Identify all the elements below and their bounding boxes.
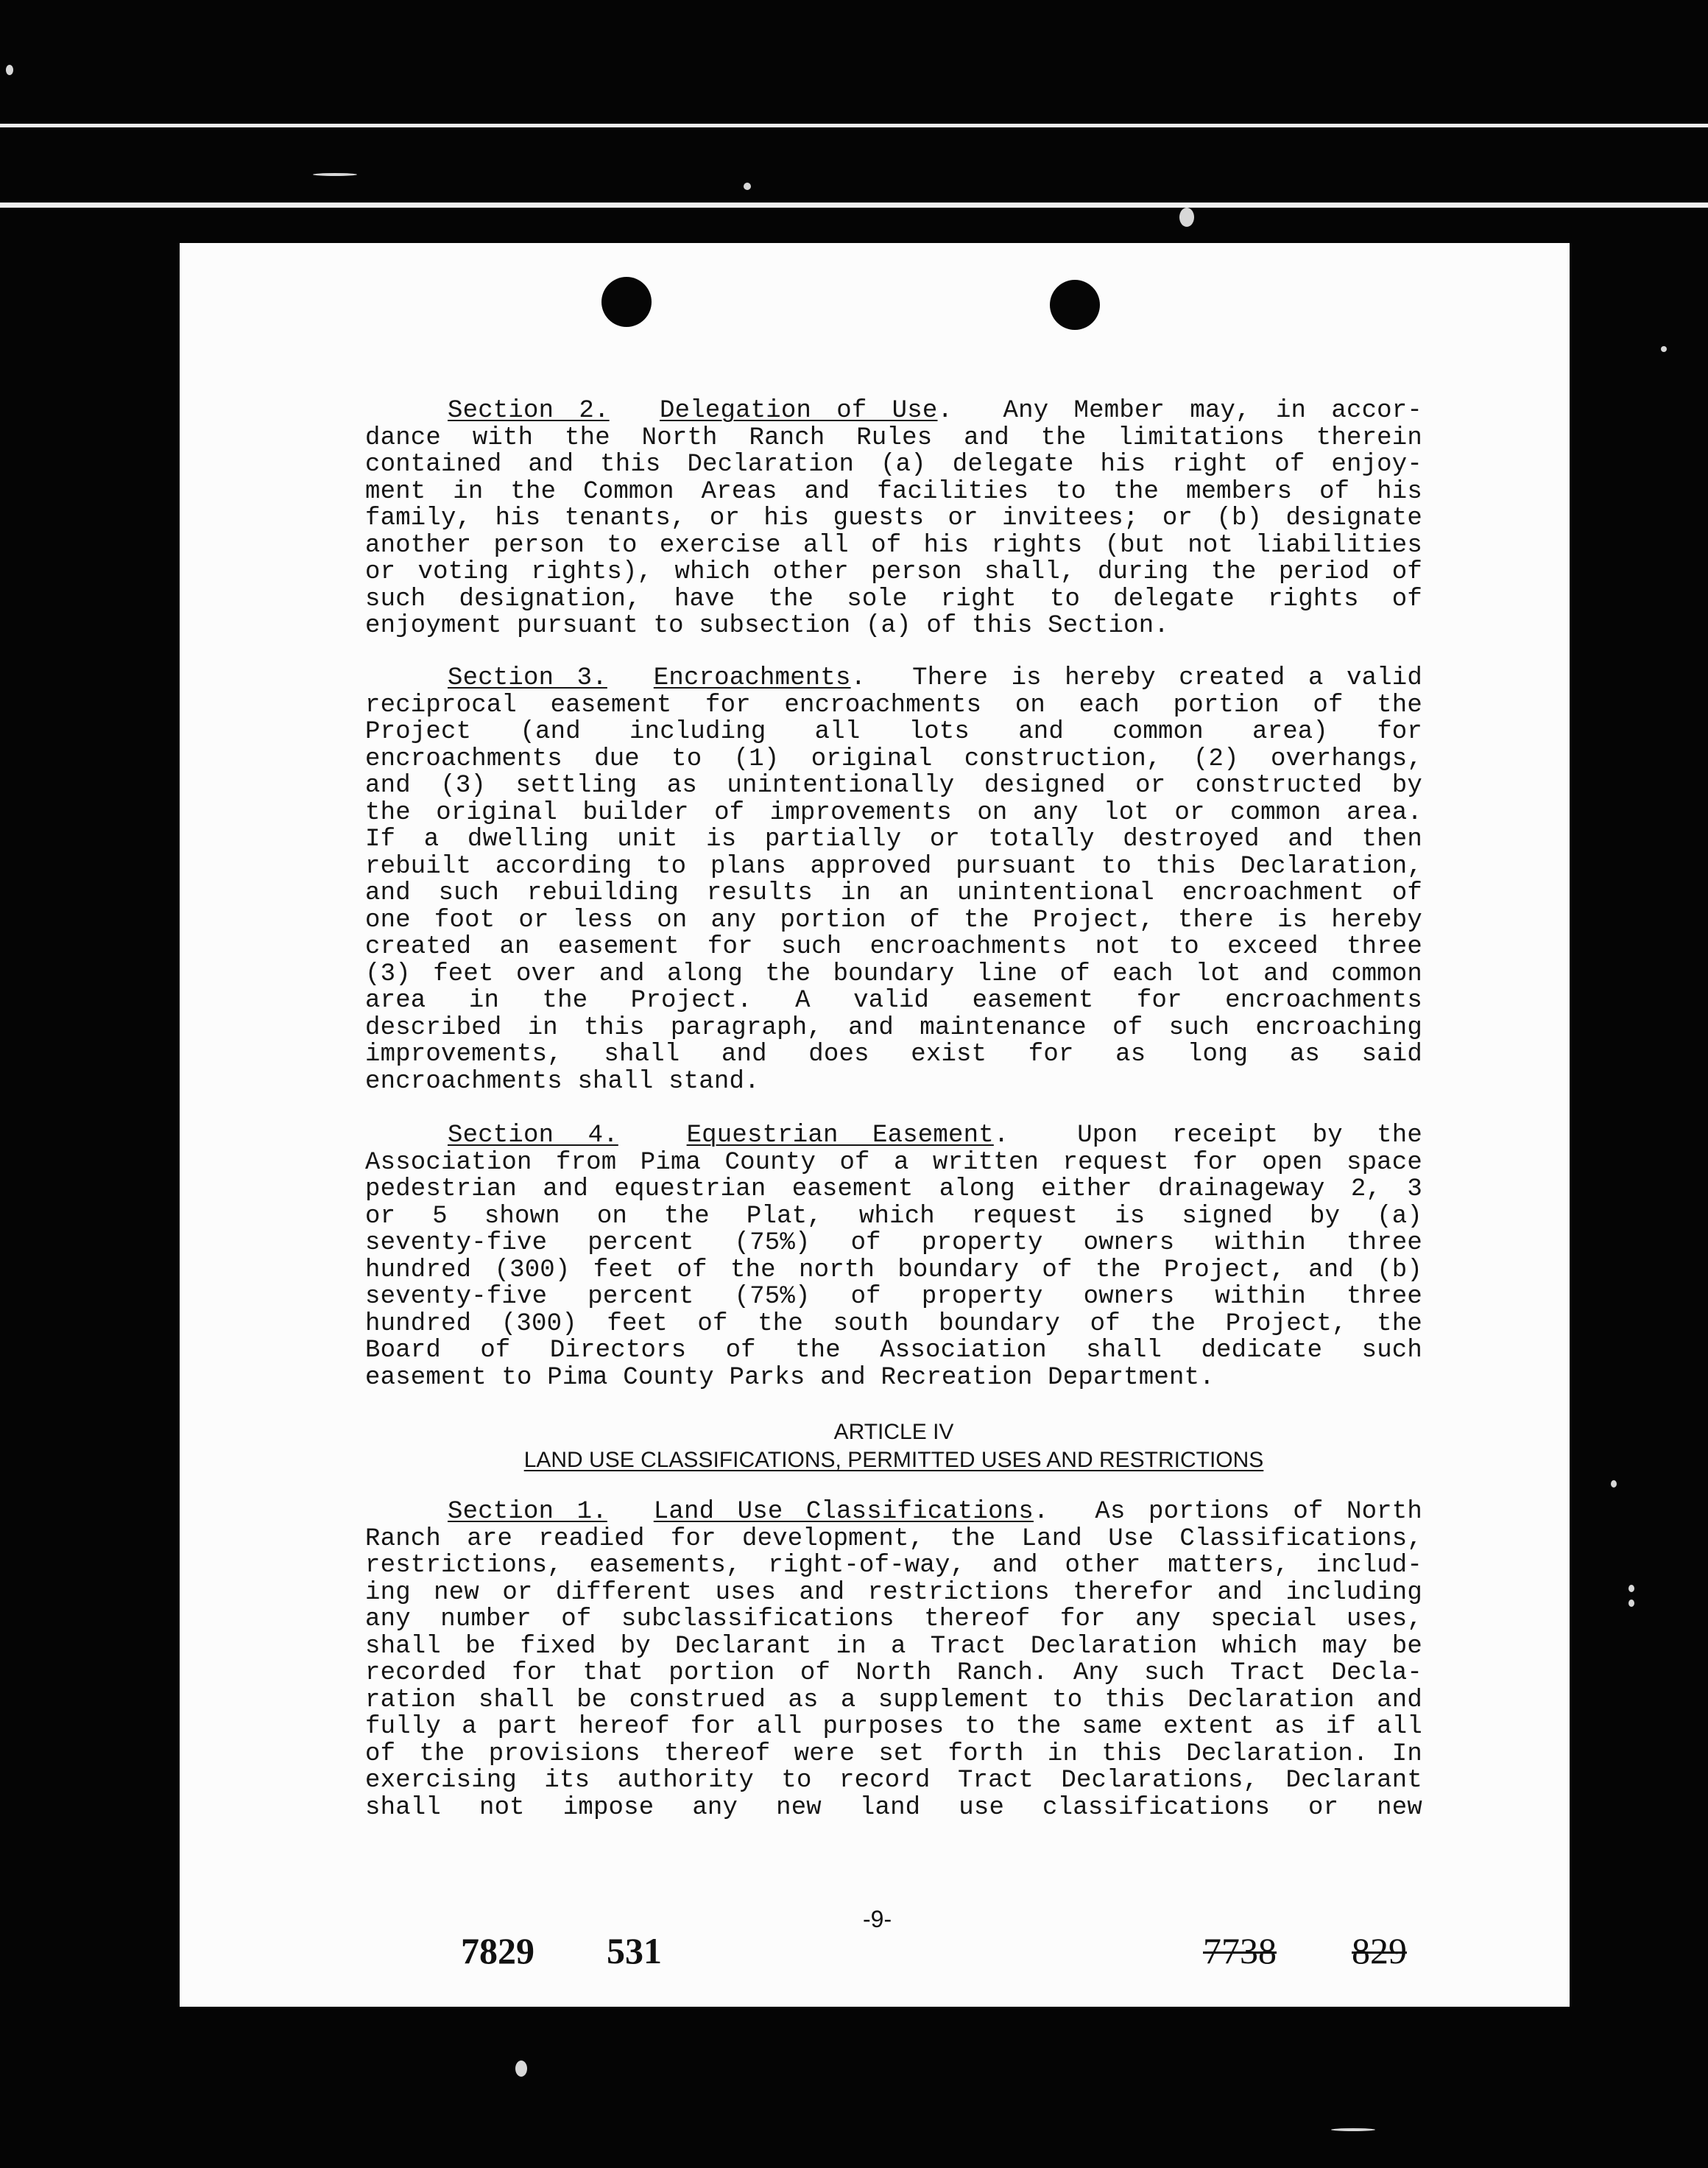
section-4-paragraph	[365, 1122, 1422, 1391]
paragraph-line: and (3) settling as unintentionally designed or constructed by	[365, 772, 1422, 800]
paragraph-line: Section 2. Delegation of Use. Any Member may, in accor-	[448, 397, 1422, 425]
section-3-paragraph	[365, 665, 1422, 1095]
scan-speck	[1628, 1585, 1634, 1592]
scan-speck	[744, 183, 751, 190]
paragraph-line: one foot or less on any portion of the Project, there is hereby	[365, 906, 1422, 935]
paragraph-line: Section 1. Land Use Classifications. As portions of North	[448, 1498, 1422, 1526]
paragraph-line: the original builder of improvements on any lot or common area.	[365, 798, 1422, 827]
paragraph-line: any number of subclassifications thereof for any special uses,	[365, 1605, 1422, 1633]
scan-speck	[1611, 1480, 1617, 1488]
section-title: Land Use Classifications	[653, 1498, 1034, 1526]
scan-speck	[313, 173, 357, 176]
paragraph-line: Section 4. Equestrian Easement. Upon receipt by the	[448, 1122, 1422, 1150]
section-title: Encroachments	[653, 664, 851, 692]
superseded-book-number: 7738	[1203, 1930, 1277, 1971]
paragraph-line: restrictions, easements, right-of-way, and other matters, includ-	[365, 1552, 1422, 1580]
paragraph-line: hundred (300) feet of the north boundary of the Project, and (b)	[365, 1256, 1422, 1284]
scan-speck	[1628, 1599, 1634, 1607]
paragraph-line: another person to exercise all of his rights (but not liabilities	[365, 531, 1422, 560]
section-title: Equestrian Easement	[686, 1122, 994, 1150]
paragraph-line: of the provisions thereof were set forth in this Declaration. In	[365, 1739, 1422, 1768]
paragraph-line: seventy-five percent (75%) of property owners within three	[365, 1229, 1422, 1257]
paragraph-line: recorded for that portion of North Ranch. Any such Tract Decla-	[365, 1659, 1422, 1687]
paragraph-line: family, his tenants, or his guests or invitees; or (b) designate	[365, 504, 1422, 532]
article-4-section-1-paragraph	[365, 1499, 1422, 1821]
paragraph-line: area in the Project. A valid easement for encroachments	[365, 987, 1422, 1015]
punch-hole-left	[601, 277, 652, 327]
scan-speck	[1179, 208, 1194, 227]
section-heading: Section 4.	[448, 1122, 618, 1150]
page-number: -9-	[863, 1906, 892, 1932]
paragraph-line: pedestrian and equestrian easement along either drainageway 2, 3	[365, 1175, 1422, 1203]
paragraph-line: easement to Pima County Parks and Recreation Department.	[365, 1363, 1215, 1392]
superseded-page-number: 829	[1352, 1930, 1407, 1971]
paragraph-line: Board of Directors of the Association shall dedicate such	[365, 1337, 1422, 1365]
paragraph-line: described in this paragraph, and maintenance of such encroaching	[365, 1013, 1422, 1042]
scan-speck	[6, 65, 13, 75]
paragraph-line: Section 3. Encroachments. There is hereby created a valid	[448, 664, 1422, 692]
scan-border-line-top	[0, 124, 1708, 127]
paragraph-line: ration shall be construed as a supplement to this Declaration and	[365, 1686, 1422, 1714]
scan-speck	[515, 2060, 527, 2077]
paragraph-line: If a dwelling unit is partially or totally destroyed and then	[365, 826, 1422, 854]
recording-book-number: 7829	[461, 1930, 534, 1971]
paragraph-line: Ranch are readied for development, the Land Use Classifications,	[365, 1524, 1422, 1553]
paragraph-line: Association from Pima County of a written request for open space	[365, 1148, 1422, 1177]
paragraph-line: encroachments shall stand.	[365, 1067, 760, 1096]
paragraph-line: fully a part hereof for all purposes to the same extent as if all	[365, 1713, 1422, 1741]
paragraph-line: created an easement for such encroachments not to exceed three	[365, 933, 1422, 961]
paragraph-line: seventy-five percent (75%) of property owners within three	[365, 1283, 1422, 1311]
paragraph-line: hundred (300) feet of the south boundary of the Project, the	[365, 1309, 1422, 1338]
paragraph-line: improvements, shall and does exist for as long as said	[365, 1041, 1422, 1069]
paragraph-line: contained and this Declaration (a) delegate his right of enjoy-	[365, 451, 1422, 479]
article-title: LAND USE CLASSIFICATIONS, PERMITTED USES AND RESTRICTIONS	[523, 1448, 1264, 1472]
section-heading: Section 2.	[448, 397, 610, 425]
article-number: ARTICLE IV	[833, 1420, 954, 1444]
paragraph-line: reciprocal easement for encroachments on each portion of the	[365, 691, 1422, 719]
punch-hole-right	[1050, 280, 1100, 330]
paragraph-line: shall not impose any new land use classifications or new	[365, 1793, 1422, 1822]
paragraph-line: enjoyment pursuant to subsection (a) of this Section.	[365, 612, 1169, 640]
paragraph-line: exercising its authority to record Tract Declarations, Declarant	[365, 1767, 1422, 1795]
paragraph-line: ing new or different uses and restrictions therefor and including	[365, 1578, 1422, 1607]
paragraph-line: such designation, have the sole right to delegate rights of	[365, 585, 1422, 613]
paragraph-line: shall be fixed by Declarant in a Tract Declaration which may be	[365, 1632, 1422, 1661]
section-2-paragraph	[365, 398, 1422, 640]
paragraph-line: dance with the North Ranch Rules and the limitations therein	[365, 423, 1422, 452]
scan-border-line-middle	[0, 203, 1708, 208]
paragraph-line: or voting rights), which other person shall, during the period of	[365, 558, 1422, 586]
document-page	[180, 243, 1570, 2007]
article-heading	[365, 1418, 1422, 1474]
section-heading: Section 3.	[448, 664, 607, 692]
scan-speck	[1661, 346, 1667, 352]
paragraph-line: (3) feet over and along the boundary line of each lot and common	[365, 960, 1422, 988]
paragraph-line: rebuilt according to plans approved pursuant to this Declaration,	[365, 852, 1422, 881]
section-title: Delegation of Use	[660, 397, 938, 425]
scan-speck	[1331, 2128, 1375, 2131]
paragraph-line: encroachments due to (1) original construction, (2) overhangs,	[365, 745, 1422, 773]
paragraph-line: or 5 shown on the Plat, which request is signed by (a)	[365, 1202, 1422, 1231]
recording-page-number: 531	[607, 1930, 662, 1971]
paragraph-line: ment in the Common Areas and facilities to the members of his	[365, 477, 1422, 506]
paragraph-line: Project (and including all lots and common area) for	[365, 718, 1422, 746]
section-heading: Section 1.	[448, 1498, 607, 1526]
paragraph-line: and such rebuilding results in an unintentional encroachment of	[365, 879, 1422, 907]
